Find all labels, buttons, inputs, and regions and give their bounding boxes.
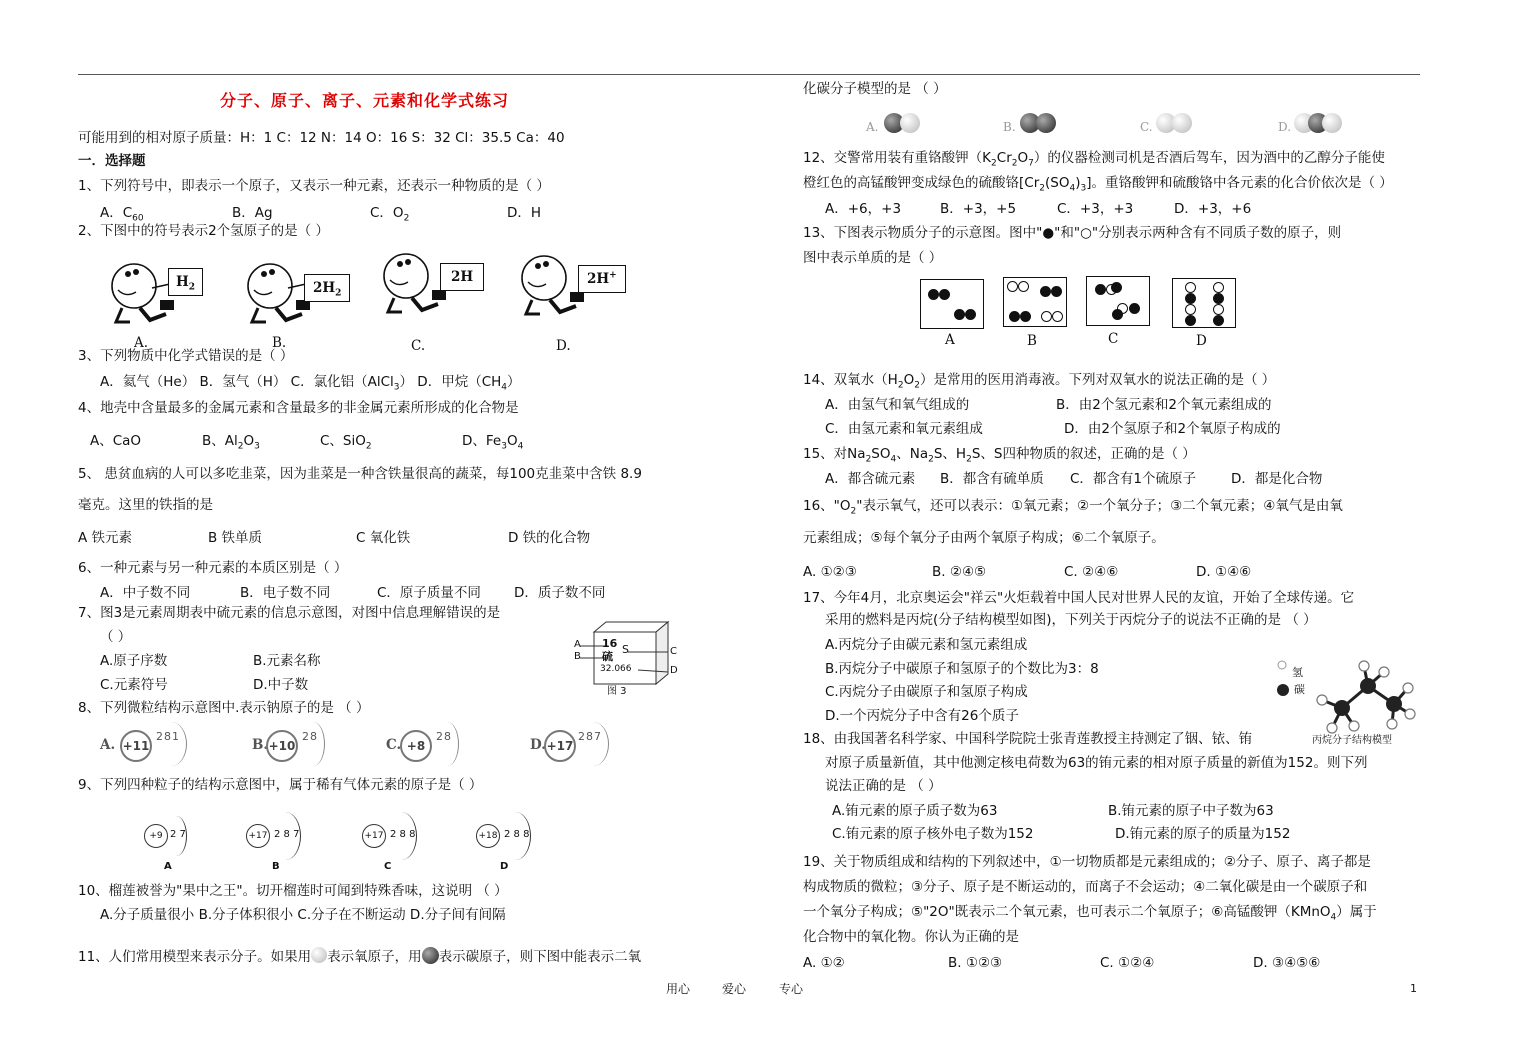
q4-option-a: A、CaO	[90, 433, 142, 449]
cartoon-character-c	[384, 254, 446, 312]
q6-option-c: C．原子质量不同	[377, 585, 481, 601]
q17-option-b: B.丙烷分子中碳原子和氢原子的个数比为3：8	[825, 661, 1099, 677]
q1-stem: 1、下列符号中，即表示一个原子，又表示一种元素，还表示一种物质的是（ ）	[78, 178, 550, 194]
q12-option-a: A．+6，+3	[825, 201, 902, 217]
q18-stem-line1: 18、由我国著名科学家、中国科学院院士张青莲教授主持测定了铟、铱、铕	[803, 731, 1253, 747]
q5-option-c: C 氧化铁	[356, 530, 411, 546]
co2-model-options	[866, 110, 1366, 138]
q19-stem-line1: 19、关于物质组成和结构的下列叙述中，①一切物质都是元素组成的；②分子、原子、离子都是	[803, 854, 1371, 870]
q10-stem: 10、榴莲被誉为"果中之王"。切开榴莲时可闻到特殊香味，这说明 （ ）	[78, 883, 508, 899]
q13-label-d: D	[1196, 333, 1207, 349]
footer-text-1: 用心	[666, 982, 691, 996]
q7-stem: 7、图3是元素周期表中硫元素的信息示意图，对图中信息理解错误的是	[78, 605, 501, 621]
q2-box-a: $H_2$	[168, 268, 203, 296]
q17-option-c: C.丙烷分子由碳原子和氢原子构成	[825, 684, 1028, 700]
cartoon-character-a	[112, 264, 174, 322]
q14-stem: 14、双氧水$(H_2O_2)$是常用的医用消毒液。下列对双氧水的说法正确的是（ ）	[803, 372, 1276, 391]
q13-box-b	[1003, 277, 1067, 327]
q4-option-b: B、$Al_2O_3$	[202, 433, 260, 452]
q1-option-a: A．$C_{60}$	[100, 205, 144, 224]
q16-stem-line2: 元素组成；⑤每个氧分子由两个氧原子构成；⑥二个氧原子。	[803, 530, 1165, 546]
fig3-label-a: A	[574, 639, 581, 650]
q17-option-d: D.一个丙烷分子中含有26个质子	[825, 708, 1019, 724]
q6-stem: 6、一种元素与另一种元素的本质区别是（ ）	[78, 560, 348, 576]
q4-stem: 4、地壳中含量最多的金属元素和含量最多的非金属元素所形成的化合物是	[78, 400, 519, 416]
q18-option-b: B.铕元素的原子中子数为63	[1108, 803, 1274, 819]
header-rule	[78, 74, 1420, 75]
q16-stem-line1: 16、"$O_2$"表示氧气，还可以表示：①氧元素；②一个氧分子；③二个氧元素；④氧气是由氧	[803, 498, 1343, 517]
q7-option-c: C.元素符号	[100, 677, 168, 693]
q17-option-a: A.丙烷分子由碳元素和氢元素组成	[825, 637, 1028, 653]
q14-option-d: D．由2个氢原子和2个氧原子构成的	[1064, 421, 1281, 437]
q18-option-d: D.铕元素的原子的质量为152	[1115, 826, 1291, 842]
q19-stem-line4: 化合物中的氧化物。你认为正确的是	[803, 929, 1019, 945]
q9-atom-diagrams: +9 2 7 A +17 2 8 7 B +17 2 8 8 C +18 2 8 8 D	[140, 808, 560, 878]
q2-box-b: $2H_2$	[304, 274, 350, 302]
q6-option-a: A．中子数不同	[100, 585, 191, 601]
q15-option-d: D．都是化合物	[1231, 471, 1323, 487]
footer-text-3: 专心	[779, 982, 804, 996]
q15-stem: 15、对$Na_2SO_4$、$Na_2S$、$H_2S$、S四种物质的叙述，正确的是（ ）	[803, 446, 1196, 465]
q1-option-b: B．Ag	[232, 205, 273, 221]
q12-option-b: B．+3，+5	[940, 201, 1017, 217]
q16-option-d: D. ①④⑥	[1196, 564, 1252, 580]
sulfur-name: 硫	[602, 650, 613, 663]
propane-legend-h: 氢	[1292, 666, 1303, 679]
propane-legend-c: 碳	[1294, 683, 1305, 696]
q11-label-d: D.	[1278, 120, 1292, 134]
q12-option-c: C．+3，+3	[1057, 201, 1134, 217]
q15-option-a: A．都含硫元素	[825, 471, 916, 487]
q2-label-b: B.	[272, 335, 287, 351]
q12-option-d: D．+3，+6	[1174, 201, 1252, 217]
q19-stem-line2: 构成物质的微粒；③分子、原子是不断运动的，而离子不会运动；④二氧化碳是由一个碳原子和	[803, 879, 1368, 895]
sulfur-atomic-number: 16	[602, 637, 618, 650]
q5-option-d: D 铁的化合物	[508, 530, 591, 546]
section-heading: 一．选择题	[78, 153, 146, 169]
q7-paren: （ ）	[100, 629, 132, 645]
q2-label-c: C.	[411, 338, 426, 354]
fig3-label-c: C	[670, 646, 677, 657]
q3-stem: 3、下列物质中化学式错误的是（ ）	[78, 348, 294, 364]
q13-box-d	[1172, 278, 1236, 328]
fig3-caption: 图 3	[607, 686, 627, 697]
q7-option-b: B.元素名称	[253, 653, 321, 669]
q18-option-c: C.铕元素的原子核外电子数为152	[832, 826, 1034, 842]
q5-option-b: B 铁单质	[208, 530, 263, 546]
sulfur-symbol: S	[622, 643, 629, 656]
oxygen-atom-icon	[311, 947, 327, 963]
sulfur-element-figure	[572, 616, 682, 700]
fig3-label-d: D	[670, 665, 678, 676]
q1-option-c: C．$O_2$	[370, 205, 410, 224]
page-title: 分子、原子、离子、元素和化学式练习	[220, 91, 510, 110]
q11-label-a: A.	[866, 120, 879, 134]
q19-option-d: D. ③④⑤⑥	[1253, 955, 1321, 971]
q11-label-c: C.	[1140, 120, 1153, 134]
q16-option-a: A. ①②③	[803, 564, 857, 580]
q11-stem-line1: 11、人们常用模型来表示分子。如果用 表示氧原子，用 表示碳原子，则下图中能表示二氧	[78, 949, 642, 965]
q6-option-d: D．质子数不同	[514, 585, 606, 601]
q14-option-a: A．由氢气和氧气组成的	[825, 397, 970, 413]
q13-stem-line2: 图中表示单质的是（ ）	[803, 250, 943, 266]
q18-stem-line3: 说法正确的是 （ ）	[825, 778, 942, 794]
q3-options: A．氦气（He） B．氢气（H） C．氯化铝（AlCl$_3$） D．甲烷$(CH_4)$	[100, 374, 521, 393]
q16-option-c: C. ②④⑥	[1064, 564, 1119, 580]
q15-option-c: C．都含有1个硫原子	[1070, 471, 1197, 487]
q13-stem-line1: 13、下图表示物质分子的示意图。图中"●"和"○"分别表示两种含有不同质子数的原子，则	[803, 225, 1342, 241]
q5-stem-line2: 毫克。这里的铁指的是	[78, 497, 213, 513]
q19-option-c: C. ①②④	[1100, 955, 1155, 971]
cartoon-character-b	[248, 264, 310, 322]
q19-option-a: A. ①②	[803, 955, 845, 971]
q8-atom-diagrams: A. +11 281 B. +10 28 C. +8 28 D. +17 287	[100, 722, 660, 770]
q19-stem-line3: 一个氧分子构成；⑤"2O"既表示二个氧元素，也可表示二个氧原子；⑥高锰酸钾（KMnO$_4$）属于	[803, 904, 1377, 923]
q19-option-b: B. ①②③	[948, 955, 1003, 971]
q17-stem-line2: 采用的燃料是丙烷(分子结构模型如图)，下列关于丙烷分子的说法不正确的是 （ ）	[825, 612, 1317, 628]
q4-option-d: D、$Fe_3O_4$	[462, 433, 524, 452]
q17-stem-line1: 17、今年4月，北京奥运会"祥云"火炬载着中国人民对世界人民的友谊，开始了全球传递。它	[803, 590, 1355, 606]
q13-label-c: C	[1108, 331, 1119, 347]
q13-label-a: A	[945, 332, 955, 348]
q15-option-b: B．都含有硫单质	[940, 471, 1044, 487]
q7-option-a: A.原子序数	[100, 653, 168, 669]
q8-stem: 8、下列微粒结构示意图中.表示钠原子的是 （ ）	[78, 700, 370, 716]
page-number: 1	[1410, 982, 1417, 995]
footer-text-2: 爱心	[722, 982, 747, 996]
propane-caption: 丙烷分子结构模型	[1312, 735, 1392, 746]
q12-stem-line2: 橙红色的高锰酸钾变成绿色的硫酸铬$[Cr_2(SO_4)_3]$。重铬酸钾和硫酸铬中各元素的化合价依次是（ ）	[803, 175, 1393, 194]
q11-stem-line2: 化碳分子模型的是 （ ）	[803, 81, 947, 97]
q10-options: A.分子质量很小 B.分子体积很小 C.分子在不断运动 D.分子间有间隔	[100, 907, 506, 923]
q13-box-c	[1086, 276, 1150, 326]
q7-option-d: D.中子数	[253, 677, 309, 693]
q2-box-d: 2H+	[578, 265, 626, 293]
sulfur-mass: 32.066	[600, 664, 632, 674]
q14-option-b: B．由2个氢元素和2个氧元素组成的	[1056, 397, 1272, 413]
q6-option-b: B．电子数不同	[240, 585, 331, 601]
q18-stem-line2: 对原子质量新值，其中他测定核电荷数为63的铕元素的相对原子质量的新值为152。则下列	[825, 755, 1368, 771]
q13-box-a	[920, 279, 984, 329]
q5-option-a: A 铁元素	[78, 530, 133, 546]
q11-label-b: B.	[1003, 120, 1016, 134]
q1-option-d: D．H	[507, 205, 542, 221]
q4-option-c: C、SiO$_2$	[320, 433, 372, 452]
carbon-atom-icon	[422, 947, 439, 964]
q2-stem: 2、下图中的符号表示2个氢原子的是（ ）	[78, 223, 329, 239]
q2-cartoon-figure	[100, 252, 660, 342]
q16-option-b: B. ②④⑤	[932, 564, 987, 580]
cartoon-character-d	[522, 256, 584, 314]
q2-label-a: A.	[134, 335, 149, 351]
atomic-masses: 可能用到的相对原子质量：H：1 C：12 N：14 O：16 S：32 Cl：35.5 Ca：40	[78, 130, 565, 146]
q13-label-b: B	[1027, 333, 1037, 349]
q2-label-d: D.	[556, 338, 571, 354]
q12-stem-line1: 12、交警常用装有重铬酸钾$(K_2Cr_2O_7)$的仪器检测司机是否酒后驾车，因为酒中的乙醇分子能使	[803, 150, 1385, 169]
q18-option-a: A.铕元素的原子质子数为63	[832, 803, 998, 819]
q5-stem-line1: 5、 患贫血病的人可以多吃韭菜，因为韭菜是一种含铁量很高的蔬菜，每100克韭菜中含铁 8.9	[78, 466, 642, 482]
q2-box-c: 2H	[440, 263, 484, 291]
fig3-label-b: B	[574, 651, 581, 662]
q14-option-c: C．由氢元素和氧元素组成	[825, 421, 983, 437]
q9-stem: 9、下列四种粒子的结构示意图中，属于稀有气体元素的原子是（ ）	[78, 777, 483, 793]
